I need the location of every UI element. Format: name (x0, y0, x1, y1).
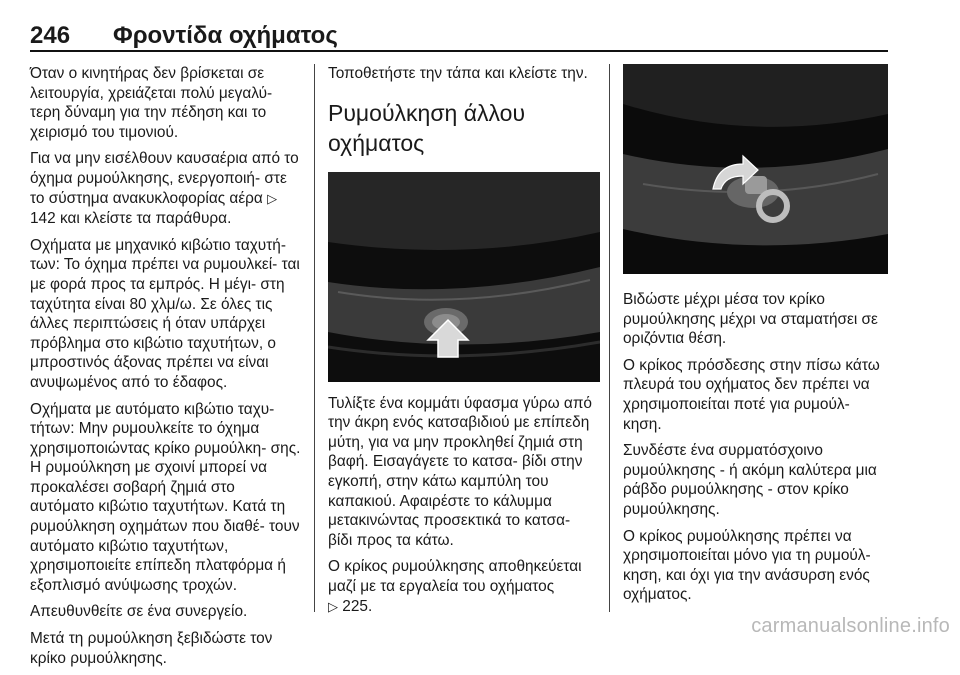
page-number: 246 (30, 22, 71, 49)
page-reference[interactable]: 142 (30, 210, 56, 228)
paragraph: Ο κρίκος πρόσδεσης στην πίσω κάτω πλευρά του οχήματος δεν πρέπει να χρησιμοποιείται ποτέ για ρυμούλ- κηση. (623, 356, 880, 433)
column-left (30, 64, 302, 675)
column-right (623, 290, 888, 612)
column-middle (328, 64, 598, 624)
column-divider (314, 64, 315, 612)
paragraph: Οχήματα με αυτόματο κιβώτιο ταχυ- τήτων: Μην ρυμουλκείτε το όχημα χρησιμοποιώντας κρίκο ρυμούλκη- σης. Η ρυμούλκηση με σχοινί μπορεί να προκαλέσει σοβαρή ζημιά στο αυτόματο κιβώτιο ταχυτήτων. Κατά τη ρυμούλκηση οχημάτων που διαθέ- τουν αυτόματο κιβώτιο ταχυτήτων, χρησιμοποιείτε επίπεδη πλατφόρμα ή εξοπλισμό ανύψωσης τροχών. (30, 400, 301, 594)
paragraph: Ο κρίκος ρυμούλκησης πρέπει να χρησιμοποιείται μόνο για τη ρυμούλ- κηση, και όχι για την ανάσυρση ενός οχήματος. (623, 527, 871, 604)
reference-triangle-icon: ▷ (267, 191, 278, 207)
paragraph: Απευθυνθείτε σε ένα συνεργείο. (30, 603, 248, 621)
page-header (30, 20, 888, 54)
paragraph: Τυλίξτε ένα κομμάτι ύφασμα γύρω από την άκρη ενός κατσαβιδιού με επίπεδη μύτη, για να μην προκληθεί ζημιά στη βαφή. Εισαγάγετε το κατσα- βίδι στην εγκοπή, στην κάτω καμπύλη του καπακιού. Αφαιρέστε το κάλυμμα μετακινώντας προσεκτικά το κατσα- βίδι προς τα κάτω. (328, 394, 592, 549)
paragraph (30, 149, 302, 228)
header-rule (30, 50, 888, 52)
paragraph-text: και κλείστε τα παράθυρα. (55, 210, 232, 228)
paragraph: Βιδώστε μέχρι μέσα τον κρίκο ρυμούλκησης μέχρι να σταματήσει σε οριζόντια θέση. (623, 291, 878, 348)
bumper-cover-illustration (328, 172, 600, 382)
paragraph: Οχήματα με μηχανικό κιβώτιο ταχυτή- των: Το όχημα πρέπει να ρυμουλκεί- ται με φορά προς τα εμπρός. Η μέγι- στη ταχύτητα είναι 80 χλμ/ω. Σε όλες τις άλλες περιπτώσεις ή όταν υπάρχει πρόβλημα στο κιβώτιο ταχυτήτων, ο μπροστινός άξονας πρέπει να είναι ανυψωμένος από το έδαφος. (30, 236, 300, 391)
section-heading: Ρυμούλκηση άλλου οχήματος (328, 99, 526, 156)
paragraph-text: Για να μην εισέλθουν καυσαέρια από το όχημα ρυμούλκησης, ενεργοποιή- στε το σύστημα ανακυκλοφορίας αέρα (30, 150, 299, 207)
paragraph: Τοποθετήστε την τάπα και κλείστε την. (328, 65, 588, 82)
paragraph: Μετά τη ρυμούλκηση ξεβιδώστε τον κρίκο ρυμούλκησης. (30, 630, 273, 667)
paragraph-text: Ο κρίκος ρυμούλκησης αποθηκεύεται μαζί με τα εργαλεία του οχήματος (328, 558, 582, 595)
reference-triangle-icon: ▷ (328, 599, 338, 615)
watermark: carmanualsonline.info (751, 615, 950, 637)
tow-eye-illustration (623, 64, 888, 274)
column-divider (609, 64, 610, 612)
page-reference[interactable]: 225. (342, 597, 373, 615)
paragraph (328, 557, 598, 617)
paragraph: Συνδέστε ένα συρματόσχοινο ρυμούλκησης - ή ακόμη καλύτερα μια ράβδο ρυμούλκησης - στον κρίκο ρυμούλκησης. (623, 442, 877, 518)
paragraph: Όταν ο κινητήρας δεν βρίσκεται σε λειτουργία, χρειάζεται πολύ μεγαλύ- τερη δύναμη για την πέδηση και το χειρισμό του τιμονιού. (30, 65, 273, 141)
page-title: Φροντίδα οχήματος (113, 22, 338, 49)
